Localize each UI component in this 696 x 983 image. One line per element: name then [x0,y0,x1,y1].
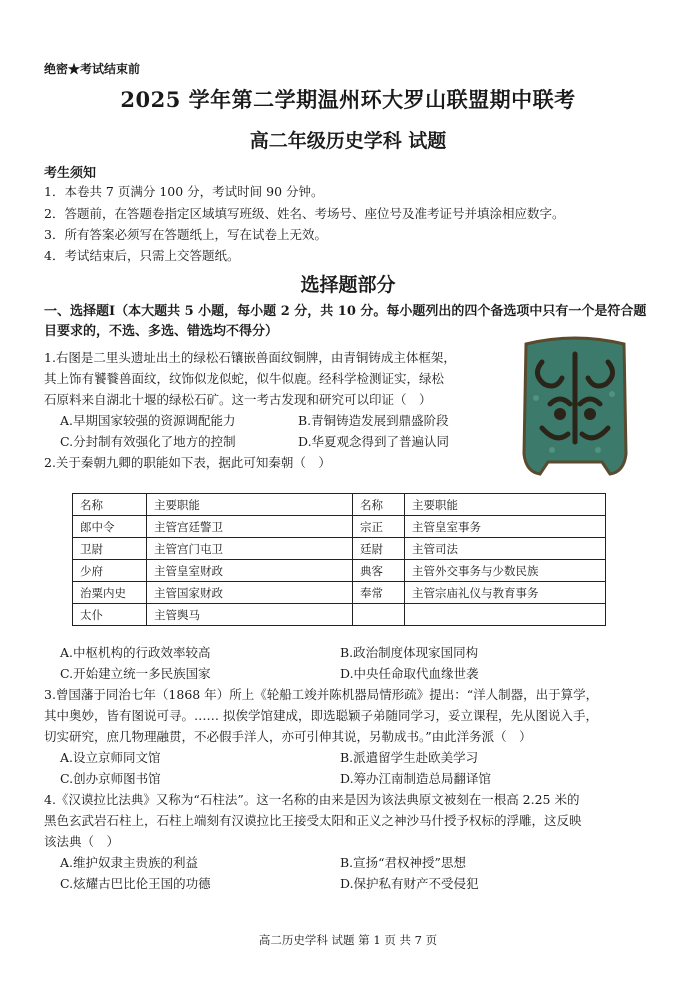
table-cell: 太仆 [73,604,147,626]
table-cell: 主管皇室事务 [405,516,606,538]
table-cell: 廷尉 [353,538,405,560]
confidential-mark: 绝密★考试结束前 [44,62,141,76]
q1-option-d: D.华夏观念得到了普遍认同 [298,434,450,449]
officials-table [72,493,606,626]
q3-option-c: C.创办京师图书馆 [60,771,161,786]
table-row [73,538,606,560]
table-cell: 奉常 [353,582,405,604]
page-footer: 高二历史学科 试题 第 1 页 共 7 页 [258,933,438,947]
q3-option-b: B.派遣留学生赴欧美学习 [340,750,479,765]
table-cell: 主管舆马 [147,604,353,626]
q1-option-b: B.青铜铸造发展到鼎盛阶段 [298,413,449,428]
table-header-cell: 主要职能 [405,494,606,516]
part1-instruction: 一、选择题Ⅰ（本大题共 5 小题，每小题 2 分，共 10 分。每小题列出的四个备选项中只有一个是符合题目要求的，不选、多选、错选均不得分） [44,304,647,339]
q4-line: 该法典（ ） [44,834,120,849]
q4-line: 黑色玄武岩石柱上，石柱上端刻有汉谟拉比王接受太阳和正义之神沙马什授予权标的浮雕，这反映 [44,813,582,828]
notice-item: 4．考试结束后，只需上交答题纸。 [44,248,240,263]
q4-option-c: C.炫耀古巴比伦王国的功德 [60,876,211,891]
table-row [73,604,606,626]
q4-line: 4.《汉谟拉比法典》又称为“石柱法”。这一名称的由来是因为该法典原文被刻在一根高 2.25 米的 [44,792,580,807]
q1-line: 其上饰有饕餮兽面纹，纹饰似龙似蛇，似牛似鹿。经科学检测证实，绿松 [44,371,445,386]
q3-line: 其中奥妙，皆有图说可寻。…… 拟俟学馆建成，即选聪颖子弟随同学习，妥立课程，先从图说入手， [44,708,598,723]
table-cell: 宗正 [353,516,405,538]
table-cell: 典客 [353,560,405,582]
q2-option-a: A.中枢机构的行政效率较高 [60,645,211,660]
table-row [73,560,606,582]
notice-item: 3．所有答案必须写在答题纸上，写在试卷上无效。 [44,227,327,242]
table-cell [353,604,405,626]
table-cell: 主管外交事务与少数民族 [405,560,606,582]
table-cell [405,604,606,626]
q4-option-d: D.保护私有财产不受侵犯 [340,876,479,891]
q3-line: 切实研究，庶几物理融贯，不必假手洋人，亦可引伸其说，另勒成书。”由此洋务派（ ） [44,729,532,744]
table-cell: 治粟内史 [73,582,147,604]
q1-option-a: A.早期国家较强的资源调配能力 [60,413,236,428]
section-title: 选择题部分 [300,274,396,296]
bronze-plaque-image [512,334,638,482]
q1-line: 1.右图是二里头遗址出土的绿松石镶嵌兽面纹铜牌，由青铜铸成主体框架， [44,350,456,365]
table-cell: 主管宗庙礼仪与教育事务 [405,582,606,604]
q3-option-d: D.筹办江南制造总局翻译馆 [340,771,492,786]
q2-option-c: C.开始建立统一多民族国家 [60,666,211,681]
table-row [73,516,606,538]
q1-option-c: C.分封制有效强化了地方的控制 [60,434,236,449]
exam-subtitle: 高二年级历史学科 试题 [249,130,447,152]
q2-stem: 2.关于秦朝九卿的职能如下表，据此可知秦朝（ ） [44,455,331,470]
table-row [73,582,606,604]
exam-title: 2025 学年第二学期温州环大罗山联盟期中联考 [120,87,576,112]
table-header-cell: 名称 [73,494,147,516]
notice-item: 2．答题前，在答题卷指定区域填写班级、姓名、考场号、座位号及准考证号并填涂相应数字。 [44,206,565,221]
q4-option-b: B.宣扬“君权神授”思想 [340,855,466,870]
q2-option-b: B.政治制度体现家国同构 [340,645,479,660]
table-header-cell: 主要职能 [147,494,353,516]
table-header-row [73,494,606,516]
table-cell: 主管皇室财政 [147,560,353,582]
table-cell: 主管宫廷警卫 [147,516,353,538]
table-cell: 卫尉 [73,538,147,560]
table-header-cell: 名称 [353,494,405,516]
table-cell: 主管宫门屯卫 [147,538,353,560]
table-cell: 主管司法 [405,538,606,560]
q3-option-a: A.设立京师同文馆 [60,750,161,765]
notice-heading: 考生须知 [44,166,97,181]
q3-line: 3.曾国藩于同治七年（1868 年）所上《轮船工竣并陈机器局情形疏》提出：“洋人制器，出于算学， [44,687,599,702]
table-cell: 郎中令 [73,516,147,538]
q4-option-a: A.维护奴隶主贵族的利益 [60,855,199,870]
table-cell: 主管国家财政 [147,582,353,604]
notice-item: 1．本卷共 7 页满分 100 分，考试时间 90 分钟。 [44,184,324,199]
q2-option-d: D.中央任命取代血缘世袭 [340,666,479,681]
q1-line: 石原料来自湖北十堰的绿松石矿。这一考古发现和研究可以印证（ ） [44,392,432,407]
table-cell: 少府 [73,560,147,582]
